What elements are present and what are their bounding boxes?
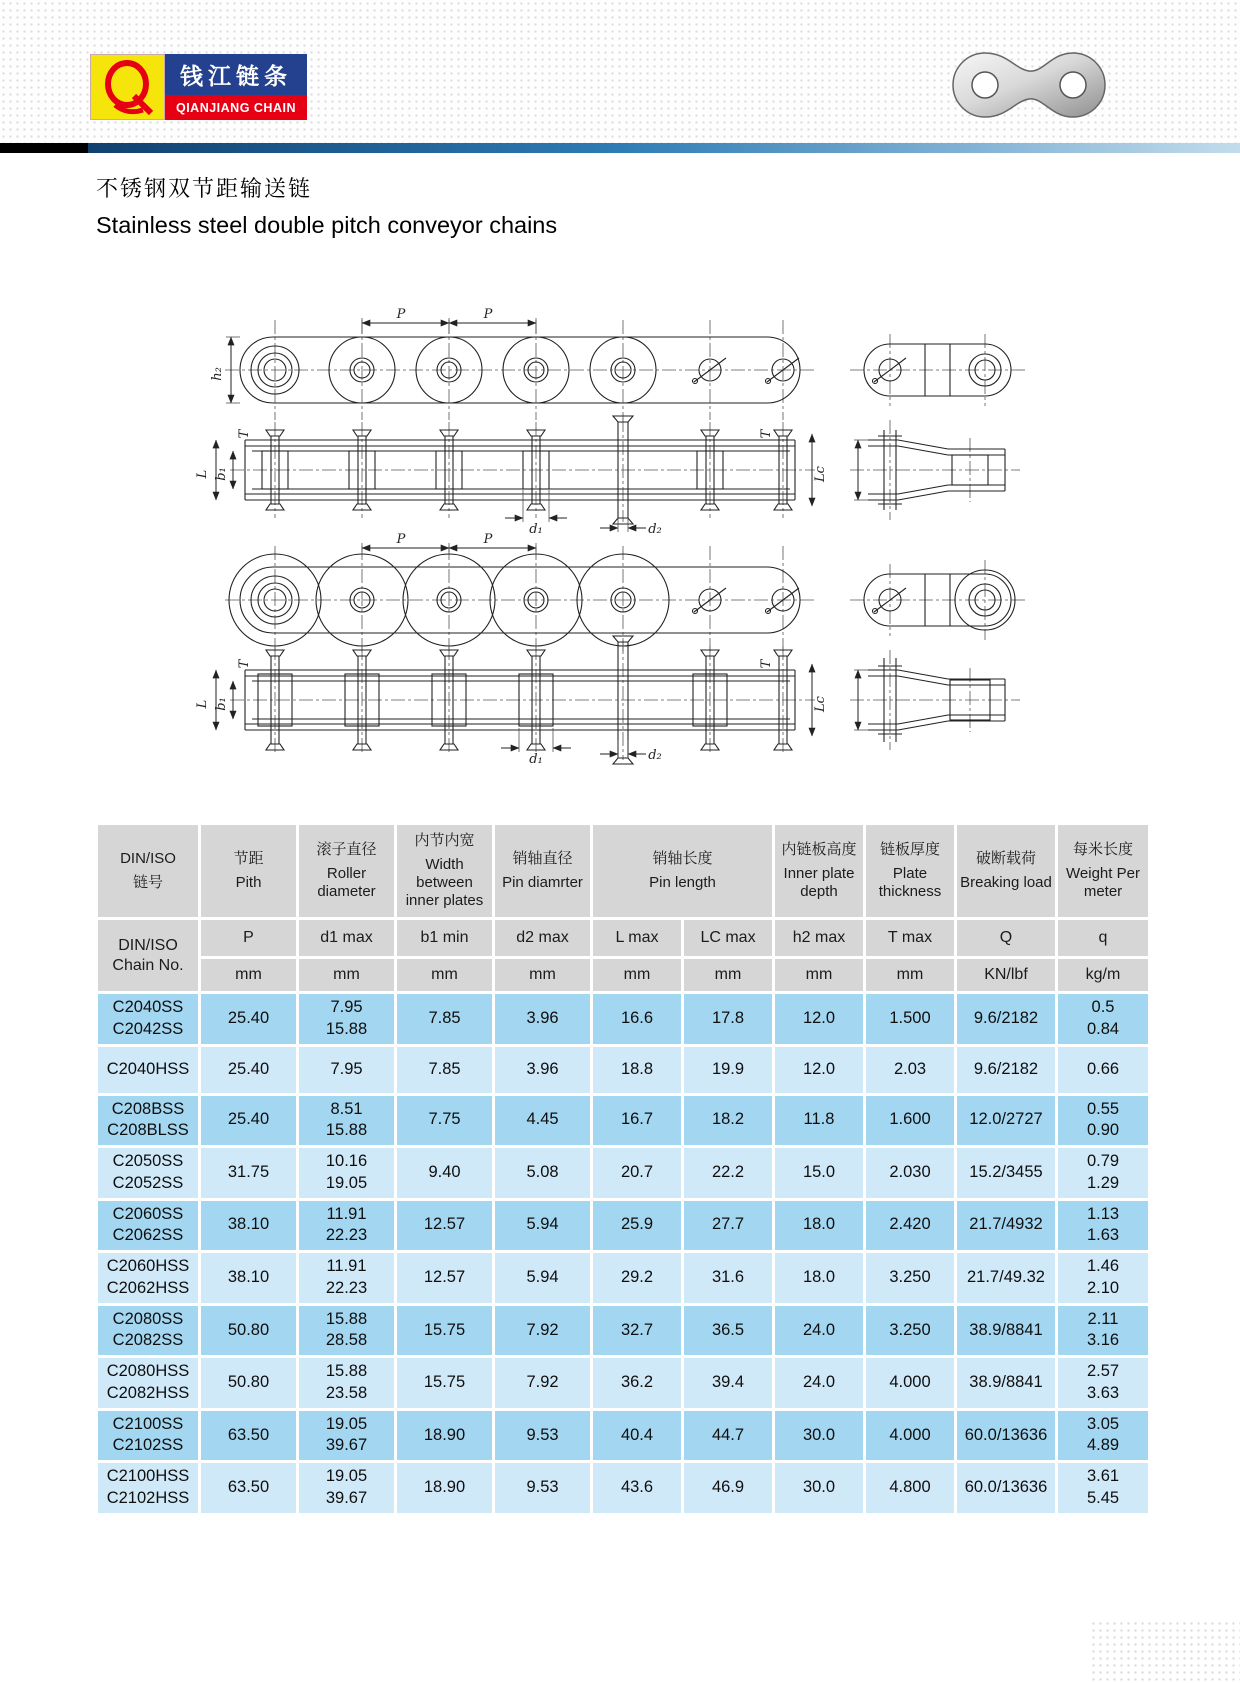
header-roller-diameter: 滚子直径 Roller diameter: [299, 825, 394, 917]
value-cell: 38.9/8841: [957, 1358, 1055, 1408]
value-cell: 21.7/4932: [957, 1201, 1055, 1251]
symbol-q-weight: q: [1058, 920, 1148, 956]
value-cell: 15.88 28.58: [299, 1306, 394, 1356]
value-cell: 19.05 39.67: [299, 1463, 394, 1513]
spec-table-container: [95, 822, 1151, 1516]
value-cell: 11.8: [775, 1096, 863, 1146]
value-cell: 63.50: [201, 1463, 296, 1513]
drawing-top-view-large-roller: [225, 532, 815, 654]
value-cell: 21.7/49.32: [957, 1253, 1055, 1303]
chain-spec-table: [95, 822, 1151, 1516]
table-row: [98, 1148, 1148, 1198]
value-cell: 4.000: [866, 1358, 954, 1408]
dim-label-thickness: T: [237, 429, 252, 439]
symbol-p: P: [201, 920, 296, 956]
value-cell: 39.4: [684, 1358, 772, 1408]
header-chain-no: DIN/ISO 链号: [98, 825, 198, 917]
unit-kn-lbf: KN/lbf: [957, 959, 1055, 991]
header-chain-no-sub: DIN/ISO Chain No.: [98, 920, 198, 991]
value-cell: 2.11 3.16: [1058, 1306, 1148, 1356]
value-cell: 3.05 4.89: [1058, 1411, 1148, 1461]
symbol-h2-max: h2 max: [775, 920, 863, 956]
value-cell: 0.55 0.90: [1058, 1096, 1148, 1146]
table-body: [98, 994, 1148, 1513]
header-pin-diameter: 销轴直径 Pin diamrter: [495, 825, 590, 917]
value-cell: 16.6: [593, 994, 681, 1044]
logo-chinese-name: 钱江链条: [165, 54, 307, 95]
value-cell: 15.75: [397, 1358, 492, 1408]
unit-mm: mm: [593, 959, 681, 991]
value-cell: 7.85: [397, 1047, 492, 1093]
symbol-d1-max: d1 max: [299, 920, 394, 956]
table-row: [98, 1411, 1148, 1461]
value-cell: 25.40: [201, 1096, 296, 1146]
value-cell: 38.9/8841: [957, 1306, 1055, 1356]
logo-text-block: [165, 54, 307, 120]
dim-label-pin-length-outer: Lc: [813, 696, 828, 712]
header-breaking-load: 破断载荷 Breaking load: [957, 825, 1055, 917]
value-cell: 8.51 15.88: [299, 1096, 394, 1146]
value-cell: 63.50: [201, 1411, 296, 1461]
page-title-block: [96, 172, 557, 239]
value-cell: 12.57: [397, 1253, 492, 1303]
drawing-link-side-view-small: [850, 420, 1020, 520]
header-pitch: 节距 Pith: [201, 825, 296, 917]
dim-label-roller-diameter: d₁: [529, 522, 543, 537]
chain-no-cell: C2080HSS C2082HSS: [98, 1358, 198, 1408]
table-row: [98, 1096, 1148, 1146]
value-cell: 19.9: [684, 1047, 772, 1093]
value-cell: 27.7: [684, 1201, 772, 1251]
chain-no-cell: C2040HSS: [98, 1047, 198, 1093]
page-title-chinese: 不锈钢双节距输送链: [96, 176, 313, 201]
dim-label-pitch: P: [483, 532, 493, 547]
unit-mm: mm: [684, 959, 772, 991]
value-cell: 4.000: [866, 1411, 954, 1461]
value-cell: 9.6/2182: [957, 1047, 1055, 1093]
chain-no-cell: C2060SS C2062SS: [98, 1201, 198, 1251]
value-cell: 16.7: [593, 1096, 681, 1146]
value-cell: 7.75: [397, 1096, 492, 1146]
value-cell: 38.10: [201, 1253, 296, 1303]
value-cell: 15.2/3455: [957, 1148, 1055, 1198]
value-cell: 9.40: [397, 1148, 492, 1198]
value-cell: 60.0/13636: [957, 1463, 1055, 1513]
value-cell: 18.0: [775, 1253, 863, 1303]
dim-label-pitch: P: [483, 307, 493, 322]
table-row: [98, 1047, 1148, 1093]
value-cell: 15.75: [397, 1306, 492, 1356]
symbol-q-load: Q: [957, 920, 1055, 956]
value-cell: 7.92: [495, 1306, 590, 1356]
dim-label-roller-diameter: d₁: [529, 752, 543, 767]
unit-mm: mm: [299, 959, 394, 991]
table-row: [98, 1201, 1148, 1251]
value-cell: 7.95 15.88: [299, 994, 394, 1044]
value-cell: 0.5 0.84: [1058, 994, 1148, 1044]
chain-no-cell: C2040SS C2042SS: [98, 994, 198, 1044]
value-cell: 12.57: [397, 1201, 492, 1251]
header-symbol-row: [98, 920, 1148, 956]
unit-mm: mm: [397, 959, 492, 991]
value-cell: 29.2: [593, 1253, 681, 1303]
value-cell: 15.0: [775, 1148, 863, 1198]
value-cell: 25.9: [593, 1201, 681, 1251]
technical-drawings: [0, 290, 1240, 770]
value-cell: 38.10: [201, 1201, 296, 1251]
value-cell: 32.7: [593, 1306, 681, 1356]
value-cell: 30.0: [775, 1463, 863, 1513]
drawing-link-top-view-small: [850, 334, 1025, 406]
header-pin-length: 销轴长度 Pin length: [593, 825, 772, 917]
table-row: [98, 1358, 1148, 1408]
value-cell: 0.66: [1058, 1047, 1148, 1093]
value-cell: 12.0/2727: [957, 1096, 1055, 1146]
unit-kg-m: kg/m: [1058, 959, 1148, 991]
dim-label-pin-diameter: d₂: [648, 748, 662, 763]
value-cell: 31.6: [684, 1253, 772, 1303]
logo-ql-monogram-icon: [90, 54, 165, 120]
value-cell: 3.61 5.45: [1058, 1463, 1148, 1513]
chain-no-cell: C2100HSS C2102HSS: [98, 1463, 198, 1513]
dim-label-pin-length-outer: Lc: [813, 466, 828, 482]
value-cell: 1.600: [866, 1096, 954, 1146]
dim-label-inner-width: b₁: [214, 697, 229, 711]
value-cell: 2.030: [866, 1148, 954, 1198]
chain-link-plate-image: [945, 45, 1115, 125]
value-cell: 4.45: [495, 1096, 590, 1146]
value-cell: 40.4: [593, 1411, 681, 1461]
value-cell: 3.96: [495, 1047, 590, 1093]
header-plate-thickness: 链板厚度 Plate thickness: [866, 825, 954, 917]
symbol-lc-max: LC max: [684, 920, 772, 956]
header-weight-per-meter: 每米长度 Weight Per meter: [1058, 825, 1148, 917]
header-inner-plate-depth: 内链板高度 Inner plate depth: [775, 825, 863, 917]
symbol-l-max: L max: [593, 920, 681, 956]
value-cell: 15.88 23.58: [299, 1358, 394, 1408]
drawing-link-top-view-large: [850, 560, 1025, 640]
value-cell: 43.6: [593, 1463, 681, 1513]
dim-label-pitch: P: [396, 307, 406, 322]
value-cell: 22.2: [684, 1148, 772, 1198]
value-cell: 11.91 22.23: [299, 1201, 394, 1251]
value-cell: 60.0/13636: [957, 1411, 1055, 1461]
value-cell: 24.0: [775, 1306, 863, 1356]
unit-mm: mm: [495, 959, 590, 991]
dim-label-pitch: P: [396, 532, 406, 547]
value-cell: 25.40: [201, 994, 296, 1044]
value-cell: 1.500: [866, 994, 954, 1044]
symbol-d2-max: d2 max: [495, 920, 590, 956]
drawing-link-side-view-large: [850, 650, 1020, 750]
dim-label-pin-length-inner: L: [195, 699, 210, 709]
value-cell: 1.13 1.63: [1058, 1201, 1148, 1251]
accent-gradient-bar: [0, 143, 1240, 153]
symbol-b1-min: b1 min: [397, 920, 492, 956]
value-cell: 18.8: [593, 1047, 681, 1093]
value-cell: 9.53: [495, 1411, 590, 1461]
value-cell: 4.800: [866, 1463, 954, 1513]
table-row: [98, 1306, 1148, 1356]
value-cell: 18.0: [775, 1201, 863, 1251]
value-cell: 50.80: [201, 1306, 296, 1356]
value-cell: 17.8: [684, 994, 772, 1044]
chain-no-cell: C2100SS C2102SS: [98, 1411, 198, 1461]
value-cell: 46.9: [684, 1463, 772, 1513]
value-cell: 5.08: [495, 1148, 590, 1198]
value-cell: 24.0: [775, 1358, 863, 1408]
chain-no-cell: C208BSS C208BLSS: [98, 1096, 198, 1146]
value-cell: 12.0: [775, 1047, 863, 1093]
value-cell: 9.53: [495, 1463, 590, 1513]
chain-no-cell: C2080SS C2082SS: [98, 1306, 198, 1356]
value-cell: 10.16 19.05: [299, 1148, 394, 1198]
dim-label-pin-length-inner: L: [195, 469, 210, 479]
dim-label-plate-depth: h₂: [210, 367, 225, 381]
drawing-top-view-small-roller: [210, 307, 815, 420]
value-cell: 30.0: [775, 1411, 863, 1461]
table-row: [98, 1463, 1148, 1513]
value-cell: 2.03: [866, 1047, 954, 1093]
table-row: [98, 1253, 1148, 1303]
value-cell: 3.250: [866, 1253, 954, 1303]
value-cell: 9.6/2182: [957, 994, 1055, 1044]
dim-label-thickness: T: [237, 659, 252, 669]
page-title-english: Stainless steel double pitch conveyor chains: [96, 212, 558, 238]
drawing-section-view-large-roller: [195, 636, 828, 767]
header-inner-width: 内节内宽 Width between inner plates: [397, 825, 492, 917]
header-group-row: [98, 825, 1148, 917]
dim-label-thickness: T: [759, 429, 774, 439]
header-unit-row: [98, 959, 1148, 991]
value-cell: 2.57 3.63: [1058, 1358, 1148, 1408]
value-cell: 18.90: [397, 1411, 492, 1461]
value-cell: 1.46 2.10: [1058, 1253, 1148, 1303]
table-row: [98, 994, 1148, 1044]
value-cell: 20.7: [593, 1148, 681, 1198]
value-cell: 11.91 22.23: [299, 1253, 394, 1303]
dim-label-thickness: T: [759, 659, 774, 669]
value-cell: 7.95: [299, 1047, 394, 1093]
value-cell: 3.96: [495, 994, 590, 1044]
company-logo: [90, 54, 307, 120]
value-cell: 31.75: [201, 1148, 296, 1198]
unit-mm: mm: [866, 959, 954, 991]
value-cell: 2.420: [866, 1201, 954, 1251]
chain-no-cell: C2060HSS C2062HSS: [98, 1253, 198, 1303]
dim-label-pin-diameter: d₂: [648, 522, 662, 537]
value-cell: 5.94: [495, 1201, 590, 1251]
dim-label-inner-width: b₁: [214, 467, 229, 481]
chain-no-cell: C2050SS C2052SS: [98, 1148, 198, 1198]
value-cell: 44.7: [684, 1411, 772, 1461]
value-cell: 18.2: [684, 1096, 772, 1146]
value-cell: 50.80: [201, 1358, 296, 1408]
symbol-t-max: T max: [866, 920, 954, 956]
logo-english-name: QIANJIANG CHAIN: [165, 95, 307, 120]
unit-mm: mm: [775, 959, 863, 991]
value-cell: 7.92: [495, 1358, 590, 1408]
value-cell: 7.85: [397, 994, 492, 1044]
value-cell: 19.05 39.67: [299, 1411, 394, 1461]
value-cell: 5.94: [495, 1253, 590, 1303]
value-cell: 18.90: [397, 1463, 492, 1513]
value-cell: 25.40: [201, 1047, 296, 1093]
value-cell: 36.5: [684, 1306, 772, 1356]
value-cell: 0.79 1.29: [1058, 1148, 1148, 1198]
value-cell: 3.250: [866, 1306, 954, 1356]
value-cell: 36.2: [593, 1358, 681, 1408]
value-cell: 12.0: [775, 994, 863, 1044]
footer-dot-pattern-block: [1090, 1620, 1240, 1683]
drawing-section-view-small-roller: [195, 416, 828, 537]
unit-mm: mm: [201, 959, 296, 991]
